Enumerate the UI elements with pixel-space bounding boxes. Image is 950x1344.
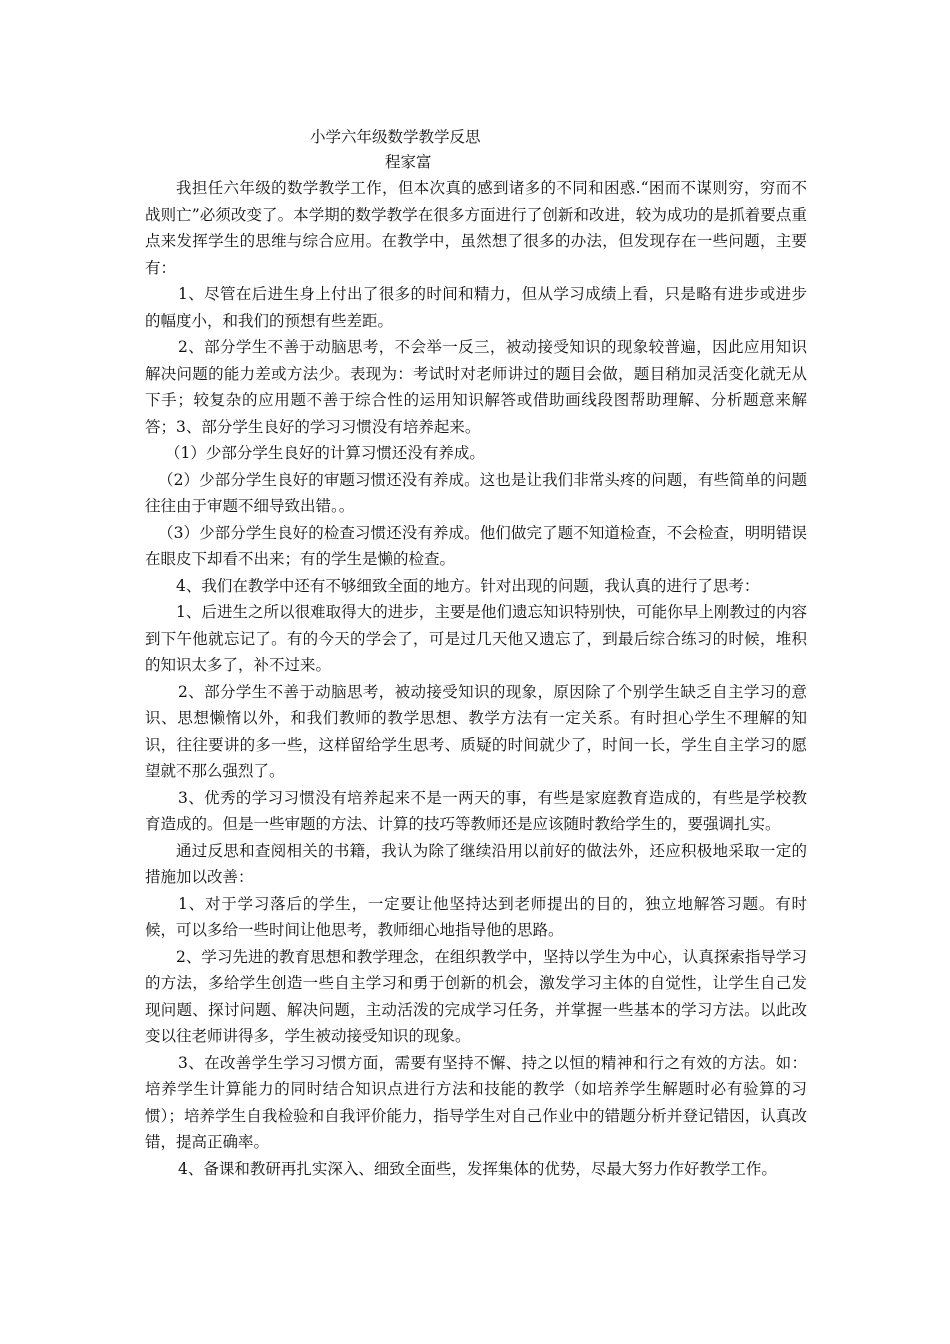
- document-author: 程家富: [385, 153, 432, 171]
- paragraph-habit-3: （3）少部分学生良好的检查习惯还没有养成。他们做完了题不知道检查，不会检查，明明错误在眼皮下却看不出来；有的学生是懒的检查。: [145, 523, 807, 568]
- paragraph-reflection-3: 3、优秀的学习习惯没有培养起来不是一两天的事，有些是家庭教育造成的，有些是学校教育造成的。但是一些审题的方法、计算的技巧等教师还是应该随时教给学生的，要强调扎实。: [145, 788, 807, 833]
- paragraph-measure-3: 3、在改善学生学习习惯方面，需要有坚持不懈、持之以恒的精神和行之有效的方法。如：培养学生计算能力的同时结合知识点进行方法和技能的教学（如培养学生解题时必有验算的习惯）；培养学生自我检验和自我评价能力，指导学生对自己作业中的错题分析并登记错因，认真改错，提高正确率。: [145, 1053, 807, 1151]
- paragraph-intro: 我担任六年级的数学教学工作，但本次真的感到诸多的不同和困惑.“困而不谋则穷，穷而不战则亡”必须改变了。本学期的数学教学在很多方面进行了创新和改进，较为成功的是抓着要点重点来发挥学生的思维与综合应用。在教学中，虽然想了很多的办法，但发现存在一些问题，主要有：: [145, 179, 807, 277]
- paragraph-measures-intro: 通过反思和查阅相关的书籍，我认为除了继续沿用以前好的做法外，还应积极地采取一定的措施加以改善：: [145, 841, 807, 886]
- paragraph-habit-2: （2）少部分学生良好的审题习惯还没有养成。这也是让我们非常头疼的问题，有些简单的问题往往由于审题不细导致出错。。: [145, 470, 807, 515]
- paragraph-measure-4: 4、备课和教研再扎实深入、细致全面些，发挥集体的优势，尽最大努力作好教学工作。: [178, 1159, 777, 1178]
- paragraph-problem-4: 4、我们在教学中还有不够细致全面的地方。针对出现的问题，我认真的进行了思考：: [176, 576, 760, 595]
- paragraph-measure-1: 1、对于学习落后的学生，一定要让他坚持达到老师提出的目的，独立地解答习题。有时候，可以多给一些时间让他思考，教师细心地指导他的思路。: [145, 894, 807, 939]
- document-title: 小学六年级数学教学反思: [310, 128, 481, 146]
- paragraph-measure-2: 2、学习先进的教育思想和教学理念，在组织教学中，坚持以学生为中心，认真探索指导学习的方法，多给学生创造一些自主学习和勇于创新的机会，激发学习主体的自觉性，让学生自己发现问题、探讨问题、解决问题，主动活泼的完成学习任务，并掌握一些基本的学习方法。以此改变以往老师讲得多，学生被动接受知识的现象。: [145, 947, 807, 1045]
- document-page: [145, 125, 807, 1182]
- paragraph-habit-1: （1）少部分学生良好的计算习惯还没有养成。: [165, 444, 485, 462]
- paragraph-reflection-1: 1、后进生之所以很难取得大的进步，主要是他们遗忘知识特别快，可能你早上刚教过的内容到下午他就忘记了。有的今天的学会了，可是过几天他又遗忘了，到最后综合练习的时候，堆积的知识太多了，补不过来。: [145, 603, 807, 674]
- paragraph-problem-1: 1、尽管在后进生身上付出了很多的时间和精力，但从学习成绩上看，只是略有进步或进步的幅度小，和我们的预想有些差距。: [145, 285, 807, 330]
- paragraph-reflection-2: 2、部分学生不善于动脑思考，被动接受知识的现象，原因除了个别学生缺乏自主学习的意识、思想懒惰以外，和我们教师的教学思想、教学方法有一定关系。有时担心学生不理解的知识，往往要讲的多一些，这样留给学生思考、质疑的时间就少了，时间一长，学生自主学习的愿望就不那么强烈了。: [145, 682, 807, 780]
- paragraph-problem-2: 2、部分学生不善于动脑思考，不会举一反三，被动接受知识的现象较普遍，因此应用知识解决问题的能力差或方法少。表现为：考试时对老师讲过的题目会做，题目稍加灵活变化就无从下手；较复杂的应用题不善于综合性的运用知识解答或借助画线段图帮助理解、分析题意来解答；3、部分学生良好的学习习惯没有培养起来。: [145, 338, 807, 436]
